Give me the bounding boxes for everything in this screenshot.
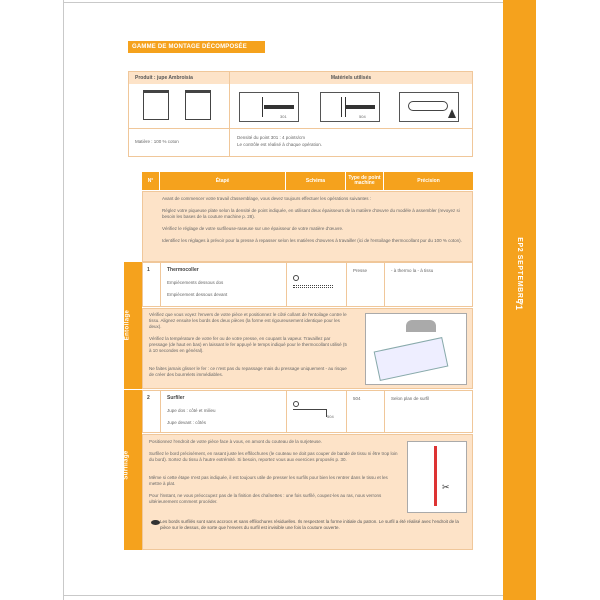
fusing-symbol-icon — [293, 275, 299, 281]
step-2-item: Jupe dos : côté et milieu — [167, 408, 216, 413]
page-frame-left — [63, 0, 64, 600]
band-entoilage-label: Entoilage — [124, 309, 131, 341]
step-1-number: 1 — [147, 267, 150, 273]
col-schema — [287, 391, 347, 432]
instruction-text: Positionnez l'endroit de votre pièce face à vous, en amont du couteau de la surjeteuse. — [149, 439, 322, 444]
skirt-back-illustration — [185, 90, 211, 120]
section-title: GAMME DE MONTAGE DÉCOMPOSÉE — [128, 41, 265, 53]
step-2-item: Jupe devant : côtés — [167, 420, 207, 425]
band-surfilage-label: Surfilage — [123, 450, 130, 480]
side-tab-label: EP2 SEPTEMBRE — [516, 236, 524, 304]
instruction-text: Pour l'instant, ne vous préoccupez pas de la finition des chaînettes : une fois surfilé, coupez-les au ras, nous verrons ultérieurement comment procéder. — [149, 493, 382, 504]
page-number: 71 — [514, 299, 524, 310]
step-1-item: Empiècements dessous dos — [167, 280, 224, 285]
machine-504-icon — [320, 92, 380, 122]
band-surfilage — [124, 390, 142, 550]
check-eye-icon — [151, 520, 160, 525]
overlock-line-icon — [293, 409, 327, 410]
instruction-text: Ne faites jamais glisser le fer : ce n'est pas du repassage mais du pressage uniquement - au risque de créer des bourrelets immédiables. — [149, 366, 347, 377]
step-1-instructions — [142, 308, 473, 389]
page-frame-bottom — [63, 595, 503, 596]
product-header: Produit : jupe Ambroisia — [129, 72, 229, 84]
instruction-text: Vérifiez que vous voyez l'envers de votre pièce et positionnez le côté collant de l'entoilage contre le tissu. Alignez ensuite les bords des deux pièces (la forme est rigoureusement identique pour les deux). — [149, 312, 347, 329]
main-table-header — [142, 172, 473, 190]
overlock-illustration: ✂ — [407, 441, 467, 513]
overlock-symbol-icon — [293, 401, 299, 407]
step-1-item: Empiècement dessous devant — [167, 292, 228, 297]
density-line-2: Le contrôle est réalisé à chaque opération. — [237, 142, 323, 147]
intro-text: Vérifiez le réglage de votre surfileuse-raseuse sur une épaisseur de votre matière d'œuvre. — [162, 226, 344, 231]
intro-text: Identifiez les réglages à prévoir pour la presse à repasser selon les matières d'œuvres à travailler (ici de l'entoilage thermocollant pur du 100 % coton). — [162, 238, 462, 243]
intro-text: Réglez votre piqueuse plate selon la densité de point indiquée, en utilisant deux épaisseurs de la matière d'œuvre du modèle à assembler (revoyez si besoin les bases de la couture machine p. 28). — [162, 208, 460, 219]
tool-label-301: 301 — [280, 114, 287, 119]
table-divider — [129, 128, 472, 129]
col-number — [143, 263, 161, 306]
quality-note: Les bords surfilés sont sans accrocs et sans effilochures résiduelles. Ils respectent la forme initiale du patron. Le surfil a été réalisé avec l'endroit de la pièce sur le dessus, de sorte que l'envers du surfil est invisible une fois la couture ouverte. — [160, 519, 459, 530]
density-line-1: Densité du point 301 : 4 points/cm — [237, 135, 306, 140]
band-entoilage — [124, 262, 142, 389]
step-2-instructions — [142, 434, 473, 550]
step-2-title: Surfiler — [167, 395, 185, 401]
machine-301-icon — [239, 92, 299, 122]
step-1-row — [142, 262, 473, 307]
intro-text: Avant de commencer votre travail d'assemblage, vous devez toujours effectuer les opérations suivantes : — [162, 196, 372, 201]
fusing-line-icon — [293, 285, 333, 288]
instruction-text: Même si cette étape n'est pas indiquée, il est toujours utile de presser les surfils pour bien les rentrer dans le tissu et les mettre à plat. — [149, 475, 388, 486]
step-2-point: 504 — [353, 396, 361, 401]
header-schema: Schéma — [286, 172, 346, 190]
material-text: Matière : 100 % coton — [135, 139, 179, 144]
instruction-text: Surfilez le bord précisément, en rasant juste les effilochures (le couteau ne doit pas couper de bande de tissu ni être trop loin du bord). Sortez du tissu à l'autre extrémité. Si besoin, reportez vous aux exercices proposés p. 30. — [149, 451, 398, 462]
step-2-number: 2 — [147, 395, 150, 401]
skirt-front-illustration — [143, 90, 169, 120]
header-number: N° — [142, 172, 160, 190]
header-precision: Précision — [384, 172, 473, 190]
step-2-row — [142, 390, 473, 433]
header-step: Étapé — [160, 172, 286, 190]
header-stitch-type: Type de point machine — [346, 172, 384, 190]
product-table — [128, 71, 473, 157]
step-2-precision: Selon plan de surfil — [391, 396, 430, 401]
instruction-text: Vérifiez la température de votre fer ou de votre presse, en coupant la vapeur. Travaillez par pressage (de haut en bas) en laissant le fer appuyé le temps indiqué pour le thermocollant utilisé (5 à 10 secondes en général). — [149, 336, 347, 353]
step-1-precision: - à thermo la - à tissu — [391, 268, 434, 273]
table-divider — [229, 72, 230, 156]
materials-header: Matériels utilisés — [230, 72, 472, 84]
page-frame-top — [63, 2, 503, 3]
iron-icon — [399, 92, 459, 122]
step-2-schema-label: 504 — [327, 414, 334, 419]
tool-label-504: 504 — [359, 114, 366, 119]
step-1-point: Presse — [353, 268, 368, 273]
intro-block — [142, 191, 473, 262]
ironing-illustration — [365, 313, 467, 385]
col-number — [143, 391, 161, 432]
step-1-title: Thermocoller — [167, 267, 199, 273]
